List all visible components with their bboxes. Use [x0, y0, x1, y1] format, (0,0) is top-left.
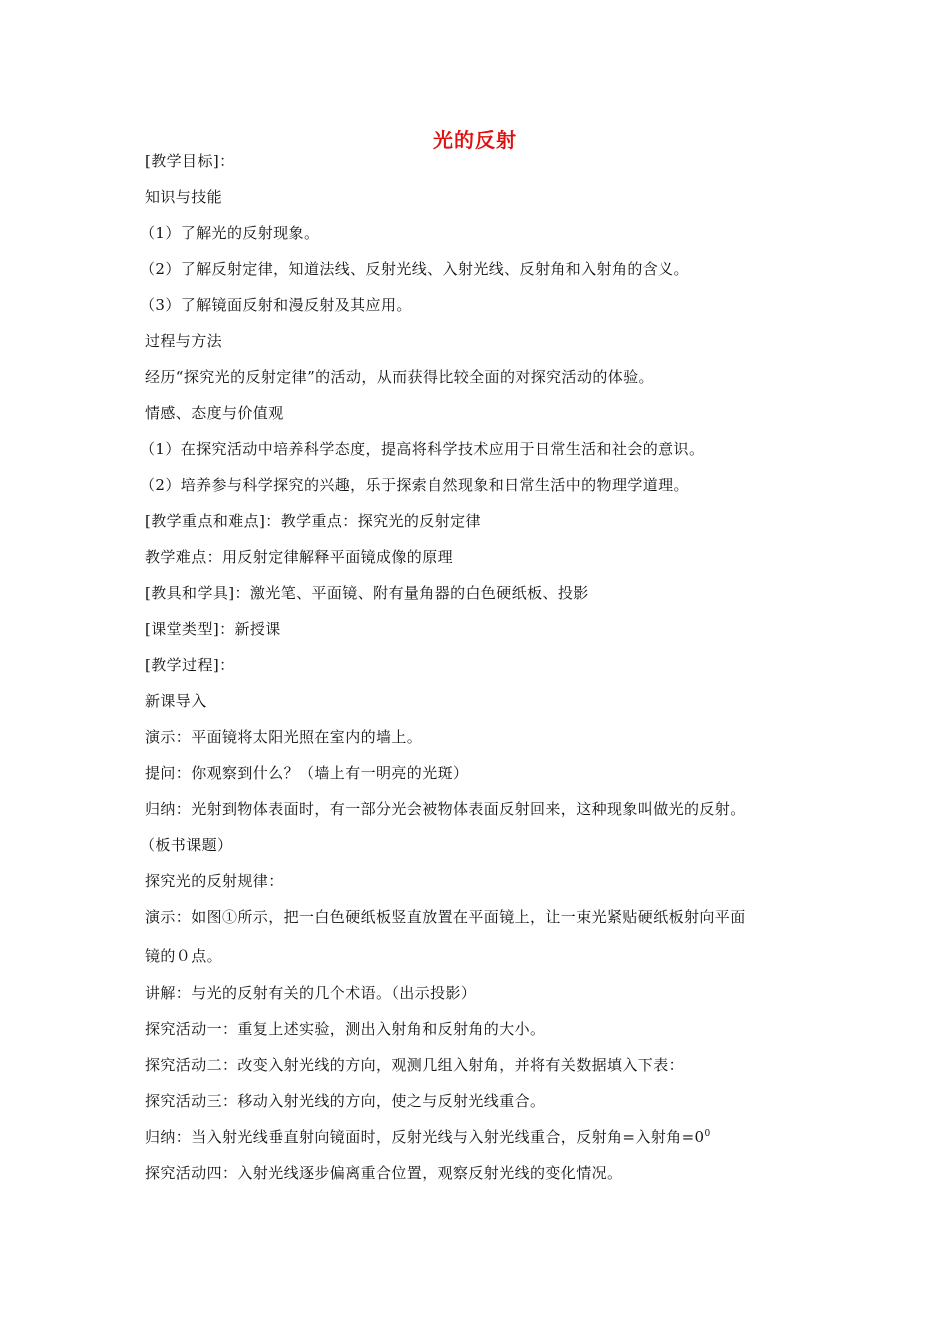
attitude-item-1: （1）在探究活动中培养科学态度，提高将科学技术应用于日常生活和社会的意识。	[140, 440, 705, 458]
objective-item-1: （1）了解光的反射现象。	[140, 224, 320, 242]
lecture-line: 讲解：与光的反射有关的几个术语。（出示投影）	[145, 984, 477, 1002]
summary-line-2-text: 归纳：当入射光线垂直射向镜面时，反射光线与入射光线重合，反射角=入射角=0	[145, 1128, 705, 1146]
difficulty-line: 教学难点：用反射定律解释平面镜成像的原理	[145, 548, 454, 566]
subheading-attitude-values: 情感、态度与价值观	[145, 404, 284, 422]
demo-line-1: 演示：平面镜将太阳光照在室内的墙上。	[145, 728, 423, 746]
demo-line-2: 演示：如图①所示，把一白色硬纸板竖直放置在平面镜上，让一束光紧贴硬纸板射向平面	[145, 908, 746, 926]
subheading-knowledge-skills: 知识与技能	[145, 188, 223, 206]
activity-1-line: 探究活动一：重复上述实验，测出入射角和反射角的大小。	[145, 1020, 546, 1038]
summary-line-1: 归纳：光射到物体表面时，有一部分光会被物体表面反射回来，这种现象叫做光的反射。	[145, 800, 746, 818]
subheading-process-method: 过程与方法	[145, 332, 223, 350]
activity-2-line: 探究活动二：改变入射光线的方向，观测几组入射角，并将有关数据填入下表：	[145, 1056, 685, 1074]
attitude-item-2: （2）培养参与科学探究的兴趣，乐于探索自然现象和日常生活中的物理学道理。	[140, 476, 689, 494]
question-line: 提问：你观察到什么？（墙上有一明亮的光斑）	[145, 764, 469, 782]
board-title-note: （板书课题）	[140, 836, 233, 854]
section-heading-process: [教学过程]：	[145, 656, 235, 674]
summary-line-2	[145, 1127, 711, 1147]
subheading-introduction: 新课导入	[145, 692, 207, 710]
lesson-type-line: [课堂类型]：新授课	[145, 620, 281, 638]
section-heading-objectives: [教学目标]：	[145, 152, 235, 170]
activity-3-line: 探究活动三：移动入射光线的方向，使之与反射光线重合。	[145, 1092, 546, 1110]
degree-mark: 0	[704, 1129, 711, 1139]
key-points-line: [教学重点和难点]：教学重点：探究光的反射定律	[145, 512, 481, 530]
objective-item-2: （2）了解反射定律，知道法线、反射光线、入射光线、反射角和入射角的含义。	[140, 260, 689, 278]
teaching-aids-line: [教具和学具]：激光笔、平面镜、附有量角器的白色硬纸板、投影	[145, 584, 589, 602]
demo-line-2-continued: 镜的０点。	[145, 947, 223, 965]
subheading-explore-law: 探究光的反射规律：	[145, 872, 284, 890]
objective-item-3: （3）了解镜面反射和漫反射及其应用。	[140, 296, 412, 314]
process-text: 经历“探究光的反射定律”的活动，从而获得比较全面的对探究活动的体验。	[145, 368, 654, 386]
page-title: 光的反射	[433, 128, 517, 152]
activity-4-line: 探究活动四：入射光线逐步偏离重合位置，观察反射光线的变化情况。	[145, 1164, 623, 1182]
